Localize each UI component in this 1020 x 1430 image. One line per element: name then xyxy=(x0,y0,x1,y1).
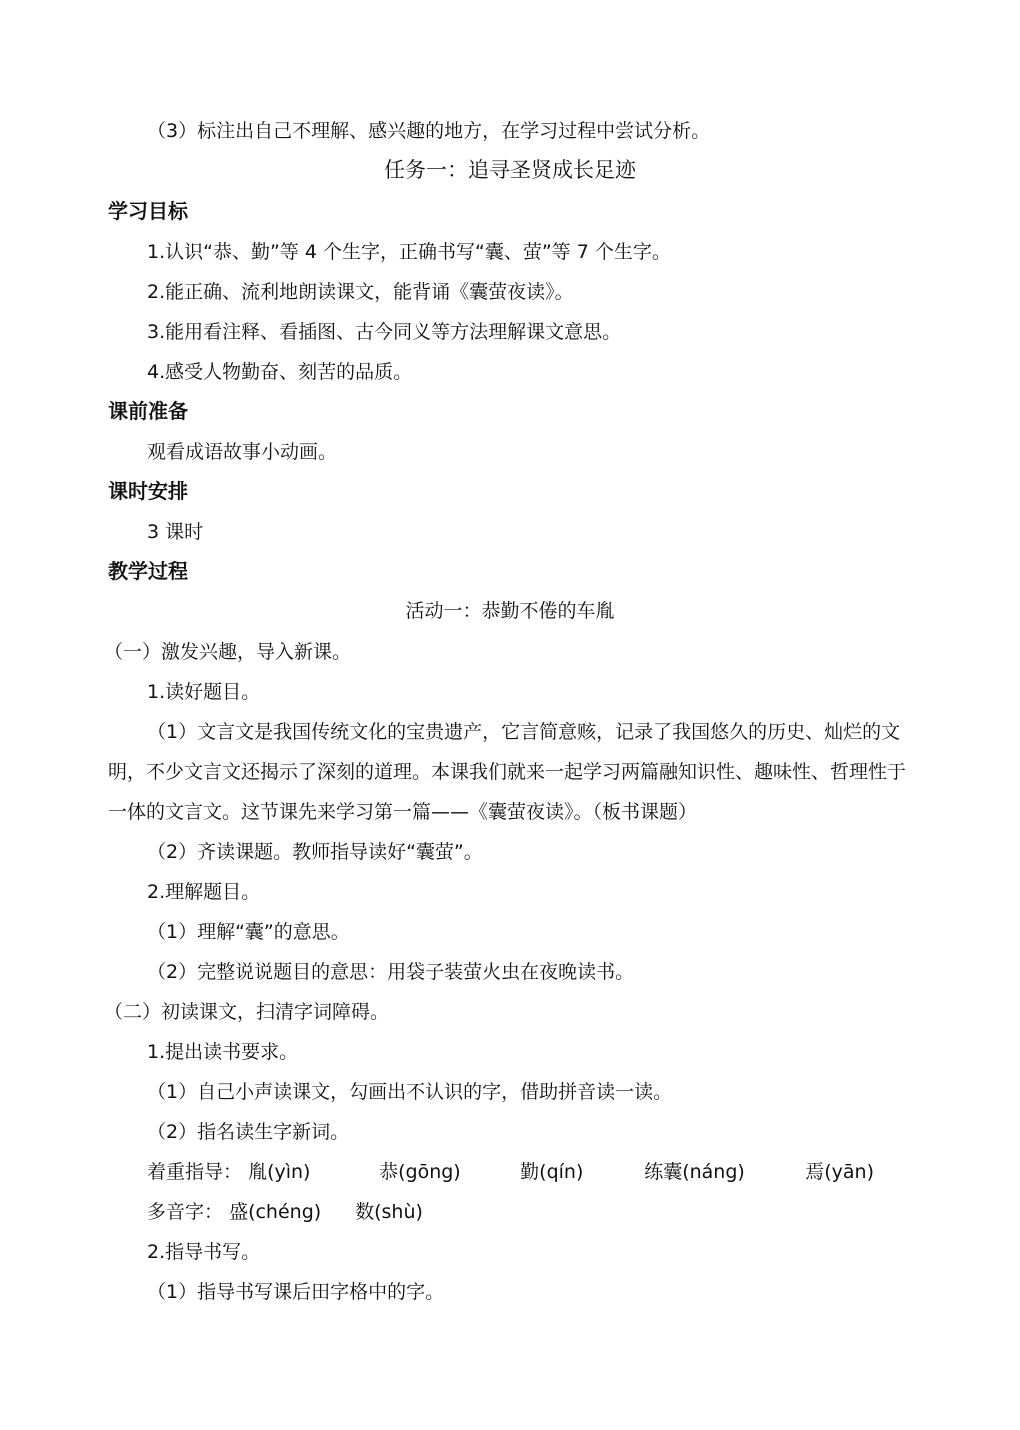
learning-goals-heading: 学习目标 xyxy=(108,199,188,223)
part2-step2-paragraph1: （1）指导书写课后田字格中的字。 xyxy=(147,1281,445,1303)
focus-word: 练囊(náng) xyxy=(644,1161,745,1183)
part2-step2: 2.指导书写。 xyxy=(147,1241,261,1263)
process-heading: 教学过程 xyxy=(108,559,188,583)
preparation-text: 观看成语故事小动画。 xyxy=(147,441,338,463)
schedule-text: 3 课时 xyxy=(147,521,204,543)
activity1-title: 活动一：恭勤不倦的车胤 xyxy=(405,600,615,622)
focus-words-row xyxy=(147,1159,874,1185)
part2-title: （二）初读课文，扫清字词障碍。 xyxy=(104,1001,390,1023)
part1-step2: 2.理解题目。 xyxy=(147,881,261,903)
part2-step1: 1.提出读书要求。 xyxy=(147,1041,299,1063)
part1-title: （一）激发兴趣，导入新课。 xyxy=(104,641,352,663)
polyphone-word: 数(shù) xyxy=(355,1201,423,1223)
preparation-heading: 课前准备 xyxy=(108,399,188,423)
focus-word: 焉(yān) xyxy=(805,1161,875,1183)
part2-step1-paragraph2: （2）指名读生字新词。 xyxy=(147,1121,350,1143)
part1-step2-paragraph1: （1）理解“囊”的意思。 xyxy=(147,921,350,943)
learning-goal-1: 1.认识“恭、勤”等 4 个生字，正确书写“囊、萤”等 7 个生字。 xyxy=(147,241,671,263)
learning-goal-4: 4.感受人物勤奋、刻苦的品质。 xyxy=(147,361,413,383)
focus-label: 着重指导： xyxy=(147,1161,243,1183)
learning-goal-3: 3.能用看注释、看插图、古今同义等方法理解课文意思。 xyxy=(147,321,622,343)
intro-item-3: （3）标注出自己不理解、感兴趣的地方，在学习过程中尝试分析。 xyxy=(147,120,711,142)
focus-word: 恭(gōng) xyxy=(379,1161,461,1183)
part1-step2-paragraph2: （2）完整说说题目的意思：用袋子装萤火虫在夜晚读书。 xyxy=(147,961,635,983)
part1-step1-paragraph2: （2）齐读课题。教师指导读好“囊萤”。 xyxy=(147,841,483,863)
polyphone-label: 多音字： xyxy=(147,1201,224,1223)
schedule-heading: 课时安排 xyxy=(108,479,188,503)
focus-word: 勤(qín) xyxy=(520,1161,584,1183)
polyphone-row xyxy=(147,1199,423,1225)
part1-step1: 1.读好题目。 xyxy=(147,681,261,703)
task1-title: 任务一：追寻圣贤成长足迹 xyxy=(384,158,636,182)
part2-step1-paragraph1: （1）自己小声读课文，勾画出不认识的字，借助拼音读一读。 xyxy=(147,1081,673,1103)
part1-step1-paragraph1: （1）文言文是我国传统文化的宝贵遗产，它言简意赅，记录了我国悠久的历史、灿烂的文明，不少文言文还揭示了深刻的道理。本课我们就来一起学习两篇融知识性、趣味性、哲理性于一体的文言文。这节课先来学习第一篇——《囊萤夜读》。（板书课题） xyxy=(108,721,907,823)
polyphone-word: 盛(chéng) xyxy=(229,1201,322,1223)
focus-word: 胤(yìn) xyxy=(248,1161,311,1183)
learning-goal-2: 2.能正确、流利地朗读课文，能背诵《囊萤夜读》。 xyxy=(147,281,574,303)
